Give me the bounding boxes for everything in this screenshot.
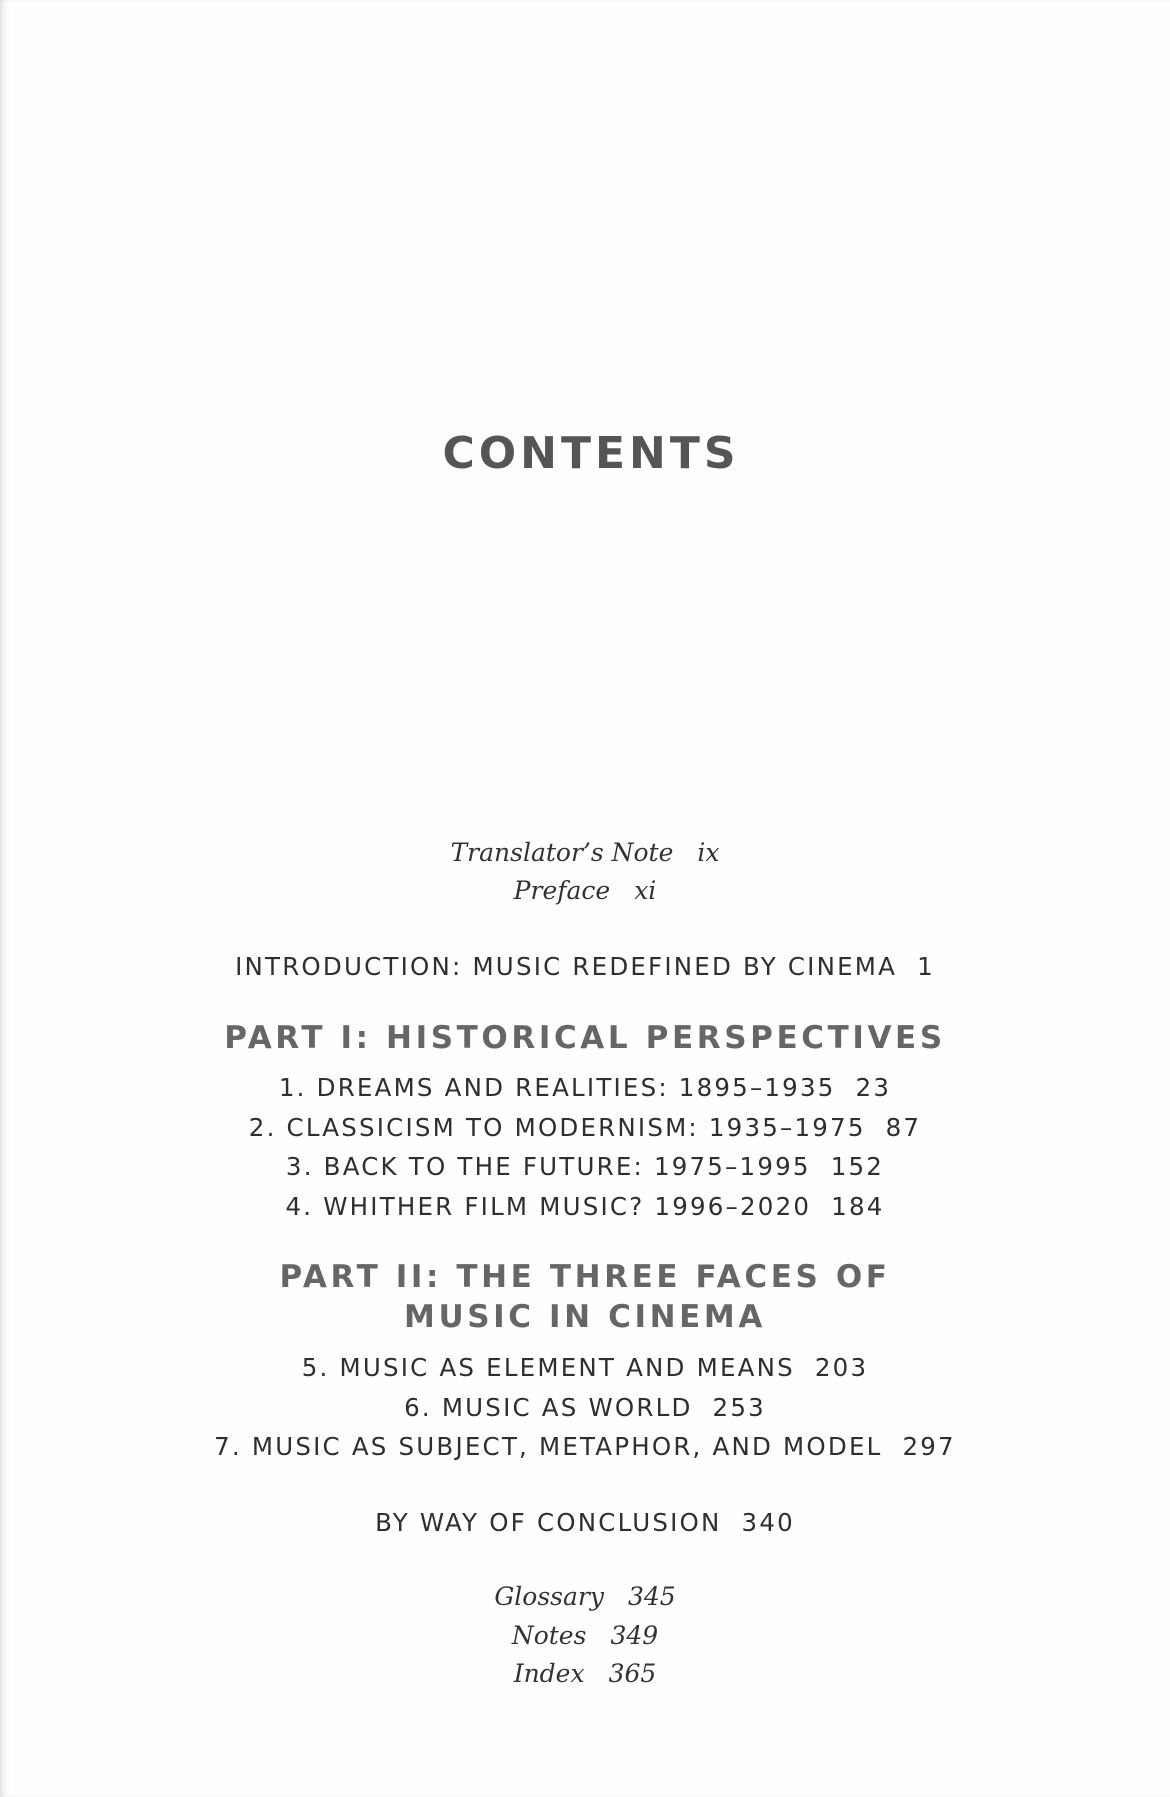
toc-entry-label: 3. BACK TO THE FUTURE: 1975–1995 bbox=[285, 1152, 811, 1181]
toc-entry-chapter-1 bbox=[0, 1073, 1170, 1102]
toc-entry-page: ix bbox=[697, 838, 720, 867]
toc-entry-label: Glossary bbox=[494, 1582, 604, 1611]
toc-entry-page: 152 bbox=[830, 1152, 885, 1181]
part-two-heading-line-1: PART II: THE THREE FACES OF bbox=[279, 1259, 891, 1295]
toc-entry-introduction bbox=[0, 952, 1170, 981]
toc-entry-page: 253 bbox=[712, 1393, 766, 1422]
toc-entry-label: Index bbox=[513, 1659, 585, 1688]
toc-entry-page: xi bbox=[634, 876, 657, 905]
toc-entry-page: 87 bbox=[885, 1113, 922, 1142]
toc-entry-page: 349 bbox=[610, 1621, 659, 1650]
toc-entry-page: 1 bbox=[917, 952, 935, 981]
toc-entry-label: INTRODUCTION: MUSIC REDEFINED BY CINEMA bbox=[235, 952, 898, 981]
toc-entry-label: 6. MUSIC AS WORLD bbox=[404, 1393, 693, 1422]
toc-entry-page: 297 bbox=[902, 1432, 956, 1461]
toc-entry-chapter-7 bbox=[0, 1432, 1170, 1461]
toc-entry-page: 23 bbox=[855, 1073, 892, 1102]
toc-entry-glossary bbox=[0, 1582, 1170, 1611]
toc-entry-label: 4. WHITHER FILM MUSIC? 1996–2020 bbox=[285, 1192, 812, 1221]
toc-entry-page: 340 bbox=[741, 1508, 795, 1537]
toc-entry-label: 1. DREAMS AND REALITIES: 1895–1935 bbox=[278, 1073, 836, 1102]
toc-entry-preface bbox=[0, 876, 1170, 905]
toc-entry-label: 2. CLASSICISM TO MODERNISM: 1935–1975 bbox=[248, 1113, 866, 1142]
toc-entry-translators-note bbox=[0, 838, 1170, 867]
toc-entry-chapter-4 bbox=[0, 1192, 1170, 1221]
toc-entry-index bbox=[0, 1659, 1170, 1688]
toc-entry-page: 184 bbox=[831, 1192, 885, 1221]
part-two-heading-line-2: MUSIC IN CINEMA bbox=[404, 1299, 766, 1335]
toc-entry-page: 203 bbox=[814, 1353, 869, 1382]
toc-entry-label: 7. MUSIC AS SUBJECT, METAPHOR, AND MODEL bbox=[214, 1432, 883, 1461]
page-title: CONTENTS bbox=[442, 428, 740, 479]
toc-entry-chapter-2 bbox=[0, 1113, 1170, 1142]
toc-entry-notes bbox=[0, 1621, 1170, 1650]
toc-entry-label: 5. MUSIC AS ELEMENT AND MEANS bbox=[301, 1353, 795, 1382]
toc-entry-page: 365 bbox=[608, 1659, 657, 1688]
toc-entry-chapter-5 bbox=[0, 1353, 1170, 1382]
toc-entry-label: Preface bbox=[513, 876, 611, 905]
toc-entry-label: BY WAY OF CONCLUSION bbox=[375, 1508, 722, 1537]
toc-entry-chapter-6 bbox=[0, 1393, 1170, 1422]
toc-entry-conclusion bbox=[0, 1508, 1170, 1537]
toc-entry-chapter-3 bbox=[0, 1152, 1170, 1181]
toc-entry-label: Translator’s Note bbox=[450, 838, 674, 867]
toc-entry-page: 345 bbox=[627, 1582, 676, 1611]
part-one-heading: PART I: HISTORICAL PERSPECTIVES bbox=[224, 1020, 946, 1056]
toc-entry-label: Notes bbox=[511, 1621, 587, 1650]
